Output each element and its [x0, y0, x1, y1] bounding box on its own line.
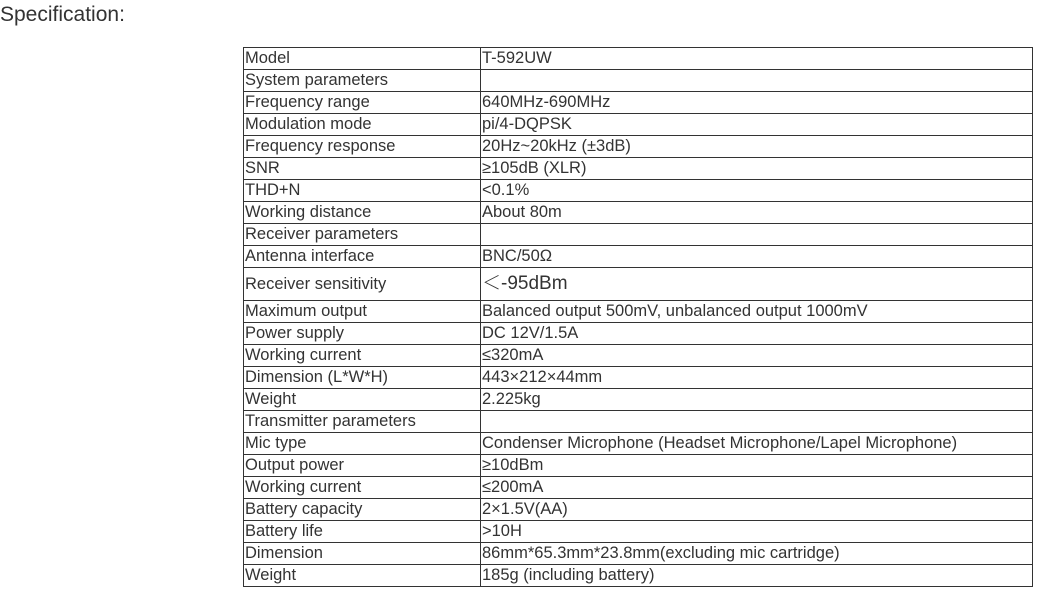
- table-row: [244, 70, 1033, 92]
- spec-value: <0.1%: [481, 180, 1033, 202]
- table-row: [244, 180, 1033, 202]
- spec-value: pi/4-DQPSK: [481, 114, 1033, 136]
- spec-value: ≤320mA: [481, 345, 1033, 367]
- table-row: [244, 411, 1033, 433]
- table-row: [244, 114, 1033, 136]
- section-label: Transmitter parameters: [244, 411, 481, 433]
- spec-value: [481, 70, 1033, 92]
- section-label: System parameters: [244, 70, 481, 92]
- spec-value: 86mm*65.3mm*23.8mm(excluding mic cartridge): [481, 543, 1033, 565]
- spec-value: [481, 411, 1033, 433]
- spec-value: BNC/50Ω: [481, 246, 1033, 268]
- table-row: [244, 389, 1033, 411]
- spec-label: Frequency response: [244, 136, 481, 158]
- spec-value: About 80m: [481, 202, 1033, 224]
- table-row: [244, 433, 1033, 455]
- spec-label: Antenna interface: [244, 246, 481, 268]
- table-row: [244, 301, 1033, 323]
- spec-label: Dimension (L*W*H): [244, 367, 481, 389]
- spec-value: 443×212×44mm: [481, 367, 1033, 389]
- spec-label: THD+N: [244, 180, 481, 202]
- table-row: [244, 48, 1033, 70]
- table-row: [244, 246, 1033, 268]
- spec-label: Modulation mode: [244, 114, 481, 136]
- spec-value: ≥10dBm: [481, 455, 1033, 477]
- spec-value: ≥105dB (XLR): [481, 158, 1033, 180]
- spec-value: T-592UW: [481, 48, 1033, 70]
- table-row: [244, 202, 1033, 224]
- spec-label: SNR: [244, 158, 481, 180]
- spec-label: Battery capacity: [244, 499, 481, 521]
- spec-label: Frequency range: [244, 92, 481, 114]
- spec-value: Condenser Microphone (Headset Microphone/Lapel Microphone): [481, 433, 1033, 455]
- spec-value: Balanced output 500mV, unbalanced output 1000mV: [481, 301, 1033, 323]
- table-row: [244, 521, 1033, 543]
- table-row: [244, 323, 1033, 345]
- spec-label: Weight: [244, 565, 481, 587]
- spec-label: Receiver sensitivity: [244, 268, 481, 301]
- spec-value: 2×1.5V(AA): [481, 499, 1033, 521]
- table-row: [244, 268, 1033, 301]
- table-row: [244, 455, 1033, 477]
- spec-value: ＜-95dBm: [481, 268, 1033, 301]
- table-row: [244, 565, 1033, 587]
- page-title: Specification:: [0, 3, 125, 26]
- table-row: [244, 477, 1033, 499]
- spec-label: Output power: [244, 455, 481, 477]
- spec-value: 2.225kg: [481, 389, 1033, 411]
- spec-value: ≤200mA: [481, 477, 1033, 499]
- specification-table: [243, 47, 1033, 587]
- table-row: [244, 92, 1033, 114]
- section-label: Receiver parameters: [244, 224, 481, 246]
- table-row: [244, 224, 1033, 246]
- spec-label: Power supply: [244, 323, 481, 345]
- spec-label: Working distance: [244, 202, 481, 224]
- spec-label: Weight: [244, 389, 481, 411]
- spec-label: Working current: [244, 345, 481, 367]
- spec-value: 20Hz~20kHz (±3dB): [481, 136, 1033, 158]
- table-row: [244, 136, 1033, 158]
- spec-label: Model: [244, 48, 481, 70]
- spec-label: Dimension: [244, 543, 481, 565]
- spec-label: Battery life: [244, 521, 481, 543]
- spec-label: Working current: [244, 477, 481, 499]
- spec-value: 185g (including battery): [481, 565, 1033, 587]
- spec-value: >10H: [481, 521, 1033, 543]
- spec-value: 640MHz-690MHz: [481, 92, 1033, 114]
- spec-label: Maximum output: [244, 301, 481, 323]
- table-row: [244, 158, 1033, 180]
- table-row: [244, 499, 1033, 521]
- table-row: [244, 367, 1033, 389]
- spec-value: [481, 224, 1033, 246]
- table-row: [244, 345, 1033, 367]
- spec-value: DC 12V/1.5A: [481, 323, 1033, 345]
- spec-label: Mic type: [244, 433, 481, 455]
- table-row: [244, 543, 1033, 565]
